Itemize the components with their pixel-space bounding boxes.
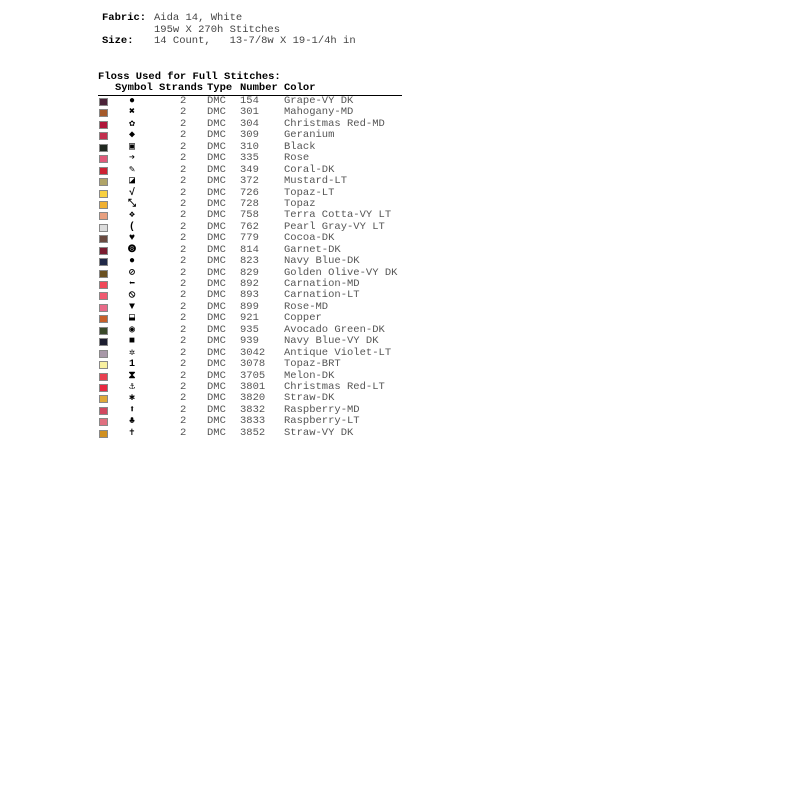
club-icon: ♣ <box>128 416 135 428</box>
half-filled-square-icon: ⬓ <box>128 313 136 325</box>
type-cell: DMC <box>207 209 226 222</box>
color-name-cell: Cocoa-DK <box>284 232 335 245</box>
color-name-cell: Rose <box>284 152 310 165</box>
type-cell: DMC <box>207 300 226 313</box>
number-cell: 921 <box>240 312 259 325</box>
color-swatch <box>99 258 108 266</box>
table-row <box>98 153 402 164</box>
circle-slash-icon: ⊘ <box>128 267 136 279</box>
color-swatch <box>99 338 108 346</box>
color-name-cell: Raspberry-LT <box>284 415 360 428</box>
type-cell: DMC <box>207 95 226 107</box>
fabric-label: Fabric: <box>102 12 147 24</box>
type-cell: DMC <box>207 312 226 325</box>
cross-icon: ✝ <box>128 427 136 439</box>
header-symbol: Symbol <box>115 82 153 94</box>
size-label: Size: <box>102 35 134 47</box>
type-cell: DMC <box>207 358 226 371</box>
type-cell: DMC <box>207 163 226 176</box>
number-cell: 304 <box>240 117 259 130</box>
number-cell: 726 <box>240 186 259 199</box>
color-name-cell: Carnation-MD <box>284 278 360 290</box>
color-swatch <box>99 395 108 403</box>
color-swatch <box>99 178 108 186</box>
number-cell: 823 <box>240 255 259 268</box>
number-cell: 939 <box>240 335 259 348</box>
color-name-cell: Avocado Green-DK <box>284 323 385 336</box>
number-cell: 3078 <box>240 358 266 371</box>
header-strands: Strands <box>159 82 204 94</box>
color-name-cell: Christmas Red-MD <box>284 117 385 130</box>
color-swatch <box>99 350 108 358</box>
number-cell: 310 <box>240 140 259 153</box>
number-cell: 829 <box>240 266 259 279</box>
number-cell: 814 <box>240 243 259 256</box>
number-cell: 301 <box>240 106 259 119</box>
type-cell: DMC <box>207 289 226 302</box>
star-burst-icon: ✲ <box>128 347 136 359</box>
type-cell: DMC <box>207 380 226 393</box>
table-row <box>98 359 402 370</box>
floss-table <box>98 71 402 439</box>
number-cell: 309 <box>240 129 259 142</box>
size-row <box>102 36 356 48</box>
number-cell: 154 <box>240 95 259 107</box>
type-cell: DMC <box>207 129 226 142</box>
table-row <box>98 176 402 187</box>
strands-cell: 2 <box>180 232 187 245</box>
strands-cell: 2 <box>180 243 187 256</box>
header-color: Color <box>284 82 316 94</box>
strands-cell: 2 <box>180 140 187 153</box>
type-cell: DMC <box>207 278 226 290</box>
floss-table-body <box>98 96 402 439</box>
color-name-cell: Raspberry-MD <box>284 403 360 416</box>
type-cell: DMC <box>207 197 226 210</box>
color-swatch <box>99 132 108 140</box>
number-cell: 935 <box>240 323 259 336</box>
strands-cell: 2 <box>180 255 187 268</box>
strands-cell: 2 <box>180 220 187 233</box>
color-swatch <box>99 212 108 220</box>
color-name-cell: Pearl Gray-VY LT <box>284 220 385 233</box>
type-cell: DMC <box>207 426 226 439</box>
color-name-cell: Golden Olive-VY DK <box>284 266 398 279</box>
strands-cell: 2 <box>180 335 187 348</box>
type-cell: DMC <box>207 266 226 279</box>
color-name-cell: Rose-MD <box>284 300 329 313</box>
half-square-icon: ◪ <box>128 176 136 188</box>
anchor-icon: ⚓ <box>128 381 136 393</box>
table-row <box>98 256 402 267</box>
color-swatch <box>99 430 108 438</box>
fabric-info <box>102 13 356 48</box>
type-cell: DMC <box>207 243 226 256</box>
type-cell: DMC <box>207 152 226 165</box>
number-cell: 3852 <box>240 426 266 439</box>
strands-cell: 2 <box>180 197 187 210</box>
color-name-cell: Carnation-LT <box>284 289 360 302</box>
diamond-icon: ◆ <box>128 130 136 142</box>
number-cell: 893 <box>240 289 259 302</box>
strands-cell: 2 <box>180 323 187 336</box>
digit-one-icon: 1 <box>128 359 135 371</box>
check-icon: √ <box>128 187 135 199</box>
filled-circle-icon: ● <box>128 256 135 268</box>
strands-cell: 2 <box>180 163 187 176</box>
fabric-row <box>102 13 356 25</box>
type-cell: DMC <box>207 335 226 348</box>
square-hole-icon: ▣ <box>128 141 136 153</box>
filled-circle-icon: ● <box>128 96 135 107</box>
ring-icon: ◉ <box>128 324 136 336</box>
floss-table-title: Floss Used for Full Stitches: <box>98 71 281 83</box>
number-cell: 892 <box>240 278 259 290</box>
color-swatch <box>99 224 108 232</box>
color-name-cell: Copper <box>284 312 322 325</box>
color-name-cell: Topaz-BRT <box>284 358 341 371</box>
pencil-icon: ✎ <box>128 164 136 176</box>
color-name-cell: Mahogany-MD <box>284 106 354 119</box>
type-cell: DMC <box>207 323 226 336</box>
color-name-cell: Garnet-DK <box>284 243 341 256</box>
flower-icon: ✿ <box>128 118 136 130</box>
color-swatch <box>99 315 108 323</box>
type-cell: DMC <box>207 186 226 199</box>
number-cell: 762 <box>240 220 259 233</box>
circle-backslash-icon: ⦸ <box>128 290 136 302</box>
stitches-value: 195w X 270h Stitches <box>154 23 281 36</box>
paren-icon: ( <box>128 221 135 233</box>
type-cell: DMC <box>207 117 226 130</box>
color-swatch <box>99 109 108 117</box>
color-swatch <box>99 327 108 335</box>
header-number: Number <box>240 82 278 94</box>
color-swatch <box>99 373 108 381</box>
strands-cell: 2 <box>180 175 187 188</box>
heart-icon: ♥ <box>128 233 135 245</box>
color-swatch <box>99 201 108 209</box>
color-swatch <box>99 270 108 278</box>
x-mark-icon: ✖ <box>128 107 136 119</box>
type-cell: DMC <box>207 175 226 188</box>
type-cell: DMC <box>207 106 226 119</box>
color-swatch <box>99 235 108 243</box>
strands-cell: 2 <box>180 152 187 165</box>
strands-cell: 2 <box>180 369 187 382</box>
type-cell: DMC <box>207 232 226 245</box>
number-cell: 3832 <box>240 403 266 416</box>
strands-cell: 2 <box>180 117 187 130</box>
table-row <box>98 428 402 439</box>
number-cell: 728 <box>240 197 259 210</box>
hourglass-icon: ⧗ <box>128 370 136 382</box>
color-swatch <box>99 121 108 129</box>
color-name-cell: Topaz <box>284 197 316 210</box>
type-cell: DMC <box>207 403 226 416</box>
color-swatch <box>99 281 108 289</box>
color-name-cell: Geranium <box>284 129 335 142</box>
number-cell: 3705 <box>240 369 266 382</box>
table-row <box>98 336 402 347</box>
arrow-left-icon: ⬅ <box>128 279 136 290</box>
color-name-cell: Straw-VY DK <box>284 426 354 439</box>
color-name-cell: Grape-VY DK <box>284 95 354 107</box>
color-name-cell: Coral-DK <box>284 163 335 176</box>
color-name-cell: Melon-DK <box>284 369 335 382</box>
type-cell: DMC <box>207 220 226 233</box>
color-name-cell: Topaz-LT <box>284 186 335 199</box>
type-cell: DMC <box>207 255 226 268</box>
number-cell: 335 <box>240 152 259 165</box>
number-cell: 3833 <box>240 415 266 428</box>
color-swatch <box>99 144 108 152</box>
strands-cell: 2 <box>180 289 187 302</box>
strands-cell: 2 <box>180 95 187 107</box>
type-cell: DMC <box>207 140 226 153</box>
color-name-cell: Straw-DK <box>284 392 335 405</box>
size-value: 14 Count, 13-7/8w X 19-1/4h in <box>154 35 356 47</box>
triangle-down-icon: ▼ <box>128 301 135 313</box>
number-cell: 3801 <box>240 380 266 393</box>
color-swatch <box>99 155 108 163</box>
color-name-cell: Antique Violet-LT <box>284 346 392 359</box>
color-name-cell: Christmas Red-LT <box>284 380 385 393</box>
strands-cell: 2 <box>180 380 187 393</box>
number-cell: 899 <box>240 300 259 313</box>
strands-cell: 2 <box>180 426 187 439</box>
number-cell: 3042 <box>240 346 266 359</box>
strands-cell: 2 <box>180 186 187 199</box>
strands-cell: 2 <box>180 106 187 119</box>
arrow-right-icon: ➔ <box>128 153 136 165</box>
strands-cell: 2 <box>180 358 187 371</box>
color-swatch <box>99 384 108 392</box>
strands-cell: 2 <box>180 129 187 142</box>
fabric-value: Aida 14, White <box>154 12 243 24</box>
strands-cell: 2 <box>180 278 187 290</box>
diagonal-line-icon: ⤡ <box>128 198 136 210</box>
diamond-cross-icon: ❖ <box>128 210 136 222</box>
color-swatch <box>99 167 108 175</box>
color-swatch <box>99 98 108 106</box>
color-swatch <box>99 247 108 255</box>
color-swatch <box>99 190 108 198</box>
strands-cell: 2 <box>180 312 187 325</box>
type-cell: DMC <box>207 392 226 405</box>
strands-cell: 2 <box>180 266 187 279</box>
strands-cell: 2 <box>180 415 187 428</box>
color-name-cell: Navy Blue-DK <box>284 255 360 268</box>
color-name-cell: Black <box>284 140 316 153</box>
type-cell: DMC <box>207 415 226 428</box>
table-row <box>98 416 402 427</box>
color-swatch <box>99 407 108 415</box>
asterisk-icon: ✱ <box>128 393 136 405</box>
strands-cell: 2 <box>180 300 187 313</box>
number-cell: 758 <box>240 209 259 222</box>
header-type: Type <box>207 82 233 94</box>
arrow-up-icon: ⬆ <box>128 404 136 416</box>
number-cell: 372 <box>240 175 259 188</box>
color-swatch <box>99 304 108 312</box>
color-swatch <box>99 361 108 369</box>
color-swatch <box>99 418 108 426</box>
strands-cell: 2 <box>180 403 187 416</box>
type-cell: DMC <box>207 369 226 382</box>
circled-eight-icon: ❽ <box>127 244 137 256</box>
type-cell: DMC <box>207 346 226 359</box>
number-cell: 3820 <box>240 392 266 405</box>
number-cell: 349 <box>240 163 259 176</box>
table-row <box>98 233 402 244</box>
strands-cell: 2 <box>180 392 187 405</box>
color-swatch <box>99 292 108 300</box>
strands-cell: 2 <box>180 346 187 359</box>
color-name-cell: Mustard-LT <box>284 175 348 188</box>
filled-square-icon: ■ <box>128 336 135 348</box>
color-name-cell: Terra Cotta-VY LT <box>284 209 392 222</box>
strands-cell: 2 <box>180 209 187 222</box>
number-cell: 779 <box>240 232 259 245</box>
color-name-cell: Navy Blue-VY DK <box>284 335 379 348</box>
